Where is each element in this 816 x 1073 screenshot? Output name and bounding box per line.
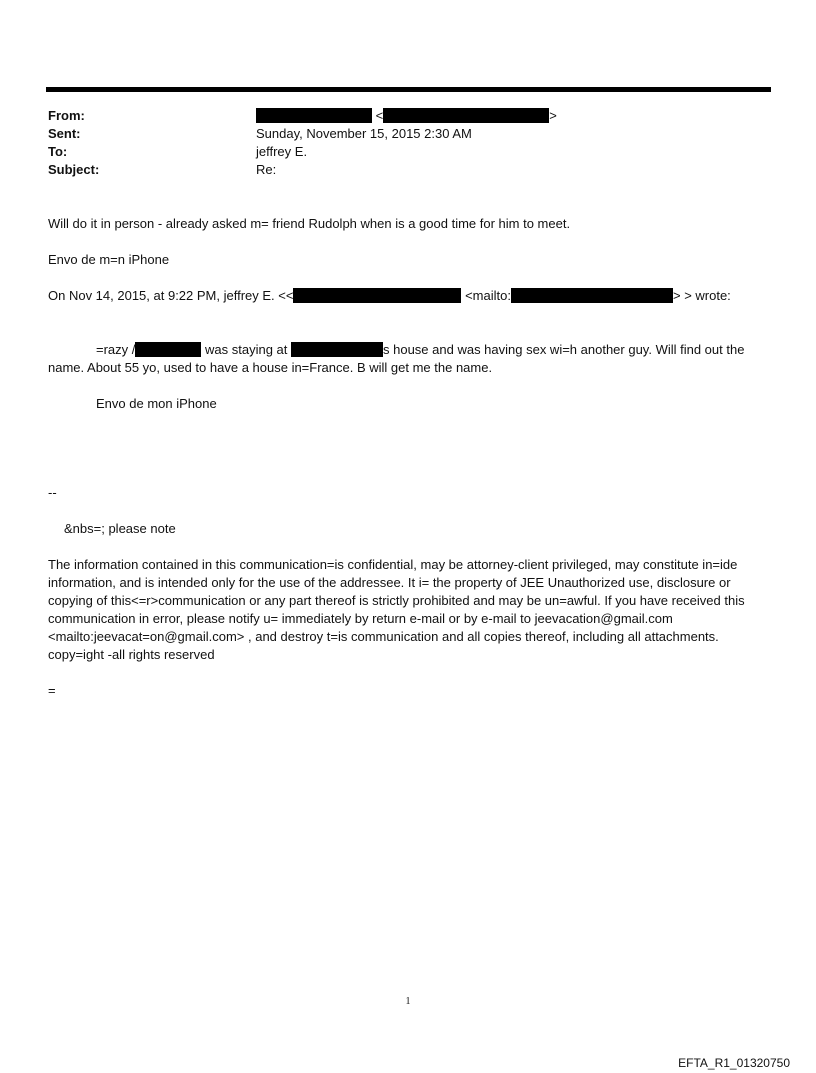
quote-intro-b: <mailto: bbox=[465, 288, 511, 303]
quoted-c: s house and was having sex wi=h another guy. Will find out the bbox=[383, 342, 745, 357]
from-value bbox=[256, 107, 557, 125]
document-id: EFTA_R1_01320750 bbox=[678, 1056, 790, 1070]
quoted-b: was staying at bbox=[205, 342, 288, 357]
quote-intro-c: > > wrote: bbox=[672, 288, 731, 303]
redacted-email-2 bbox=[511, 288, 673, 303]
quote-intro bbox=[48, 287, 731, 305]
header-rule bbox=[46, 87, 771, 92]
redacted-sender-email bbox=[383, 108, 549, 123]
from-gt: > bbox=[549, 108, 557, 123]
nbs-note: &nbs=; please note bbox=[64, 521, 176, 536]
quoted-line-1 bbox=[96, 341, 744, 359]
sent-value: Sunday, November 15, 2015 2:30 AM bbox=[256, 126, 472, 141]
disclaimer-paragraph: The information contained in this communication=is confidential, may be attorney-client privileged, may constitute in=ide information, and is intended only for the use of the addressee. It i= the property of JEE Unauthorized use, disclosure or copying of this<=r>communication or any part thereof is strictly prohibited and may be un=awful. If you have received this communication in error, please notify u= immediately by return e-mail or by e-mail to jeevacation@gmail.com <mailto:jeevacat=on@gmail.com> , and destroy t=is communication and all copies thereof, including all attachments. copy=ight -all rights reserved bbox=[48, 557, 745, 662]
redacted-email-1 bbox=[293, 288, 461, 303]
sent-label: Sent: bbox=[48, 126, 81, 141]
body-line-2: Envo de m=n iPhone bbox=[48, 252, 170, 267]
quote-intro-a: On Nov 14, 2015, at 9:22 PM, jeffrey E. << bbox=[48, 288, 294, 303]
body-line-1: Will do it in person - already asked m= friend Rudolph when is a good time for him to meet. bbox=[48, 216, 571, 231]
subject-value: Re: bbox=[256, 162, 277, 177]
from-label: From: bbox=[48, 108, 85, 123]
to-label: To: bbox=[48, 144, 68, 159]
separator-dashes: -- bbox=[48, 485, 57, 500]
quoted-signature: Envo de mon iPhone bbox=[96, 396, 217, 411]
page-number: 1 bbox=[405, 996, 411, 1007]
to-value: jeffrey E. bbox=[256, 144, 308, 159]
from-lt: < bbox=[375, 108, 384, 123]
subject-label: Subject: bbox=[48, 162, 100, 177]
quoted-a: =razy / bbox=[96, 342, 136, 357]
redacted-name-2 bbox=[291, 342, 383, 357]
quoted-line-2: name. About 55 yo, used to have a house in=France. B will get me the name. bbox=[48, 360, 493, 375]
redacted-sender-name bbox=[256, 108, 372, 123]
trailing-equals: = bbox=[48, 683, 56, 698]
redacted-name-1 bbox=[135, 342, 201, 357]
